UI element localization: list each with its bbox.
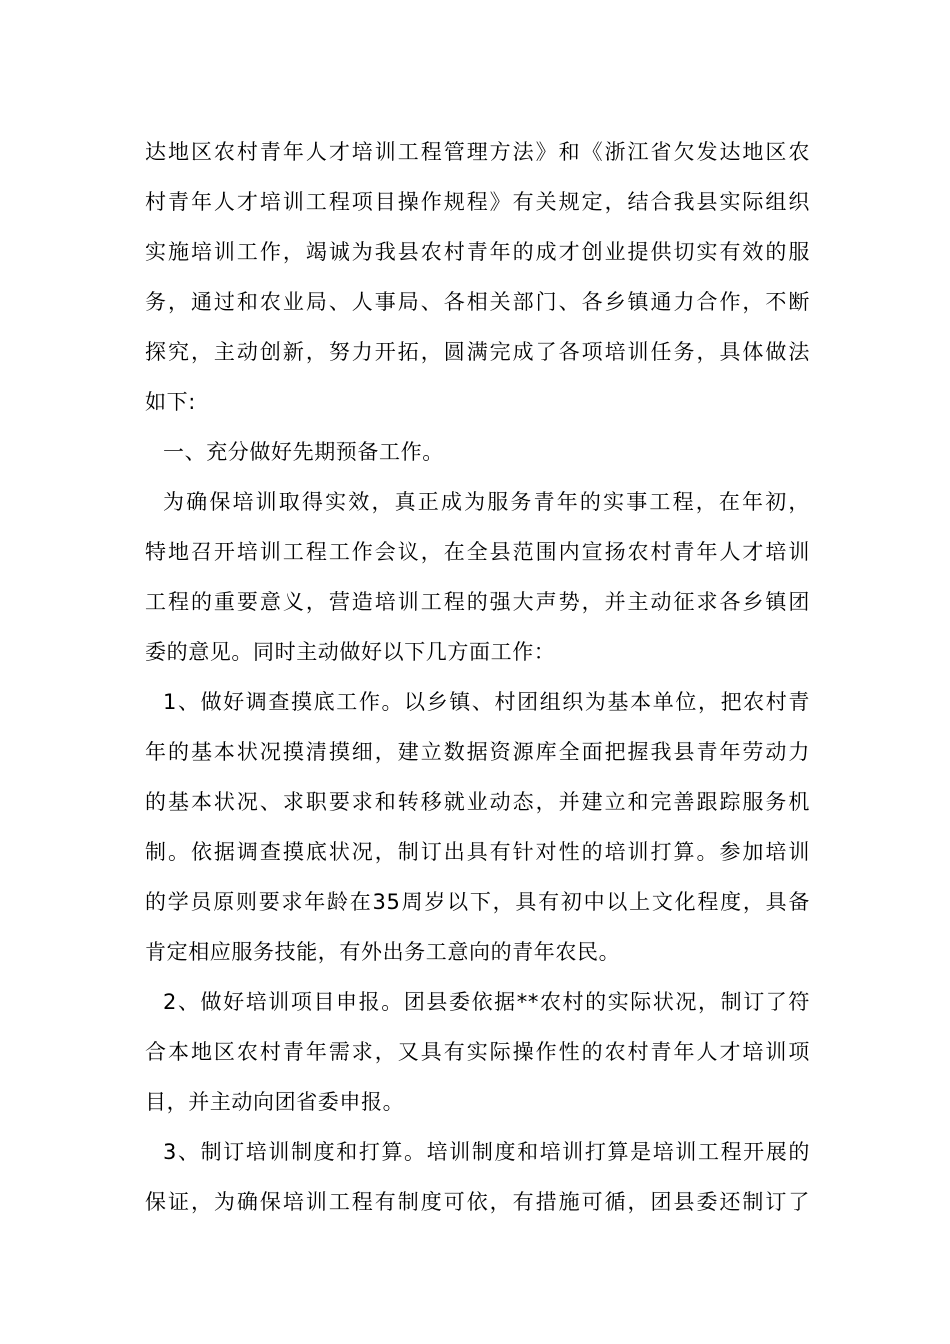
text-line: 3、制订培训制度和打算。培训制度和培训打算是培训工程开展的 — [163, 1140, 810, 1164]
text-line: 探究，主动创新，努力开拓，圆满完成了各项培训任务，具体做法 — [145, 340, 810, 364]
text-line: 的学员原则要求年龄在35周岁以下，具有初中以上文化程度，具备 — [145, 890, 810, 914]
text-line: 村青年人才培训工程项目操作规程》有关规定，结合我县实际组织 — [145, 190, 810, 214]
text-line: 的基本状况、求职要求和转移就业动态，并建立和完善跟踪服务机 — [145, 790, 810, 814]
text-line: 如下: — [145, 390, 196, 414]
text-line: 委的意见。同时主动做好以下几方面工作： — [145, 640, 556, 664]
section-heading: 一、充分做好先期预备工作。 — [163, 440, 444, 464]
text-line: 特地召开培训工程工作会议，在全县范围内宣扬农村青年人才培训 — [145, 540, 810, 564]
text-line: 保证，为确保培训工程有制度可依，有措施可循，团县委还制订了 — [145, 1190, 810, 1214]
text-line: 为确保培训取得实效，真正成为服务青年的实事工程，在年初， — [163, 490, 810, 514]
text-line: 2、做好培训项目申报。团县委依据**农村的实际状况，制订了符 — [163, 990, 810, 1014]
text-line: 实施培训工作，竭诚为我县农村青年的成才创业提供切实有效的服 — [145, 240, 810, 264]
text-line: 务，通过和农业局、人事局、各相关部门、各乡镇通力合作，不断 — [145, 290, 810, 314]
text-line: 制。依据调查摸底状况，制订出具有针对性的培训打算。参加培训 — [145, 840, 810, 864]
text-line: 年的基本状况摸清摸细，建立数据资源库全面把握我县青年劳动力 — [145, 740, 810, 764]
text-line: 1、做好调查摸底工作。以乡镇、村团组织为基本单位，把农村青 — [163, 690, 810, 714]
text-line: 肯定相应服务技能，有外出务工意向的青年农民。 — [145, 940, 621, 964]
text-line: 达地区农村青年人才培训工程管理方法》和《浙江省欠发达地区农 — [145, 140, 810, 164]
document-body — [145, 127, 810, 1227]
text-line: 目，并主动向团省委申报。 — [145, 1090, 405, 1114]
text-line: 合本地区农村青年需求，又具有实际操作性的农村青年人才培训项 — [145, 1040, 810, 1064]
text-line: 工程的重要意义，营造培训工程的强大声势，并主动征求各乡镇团 — [145, 590, 810, 614]
